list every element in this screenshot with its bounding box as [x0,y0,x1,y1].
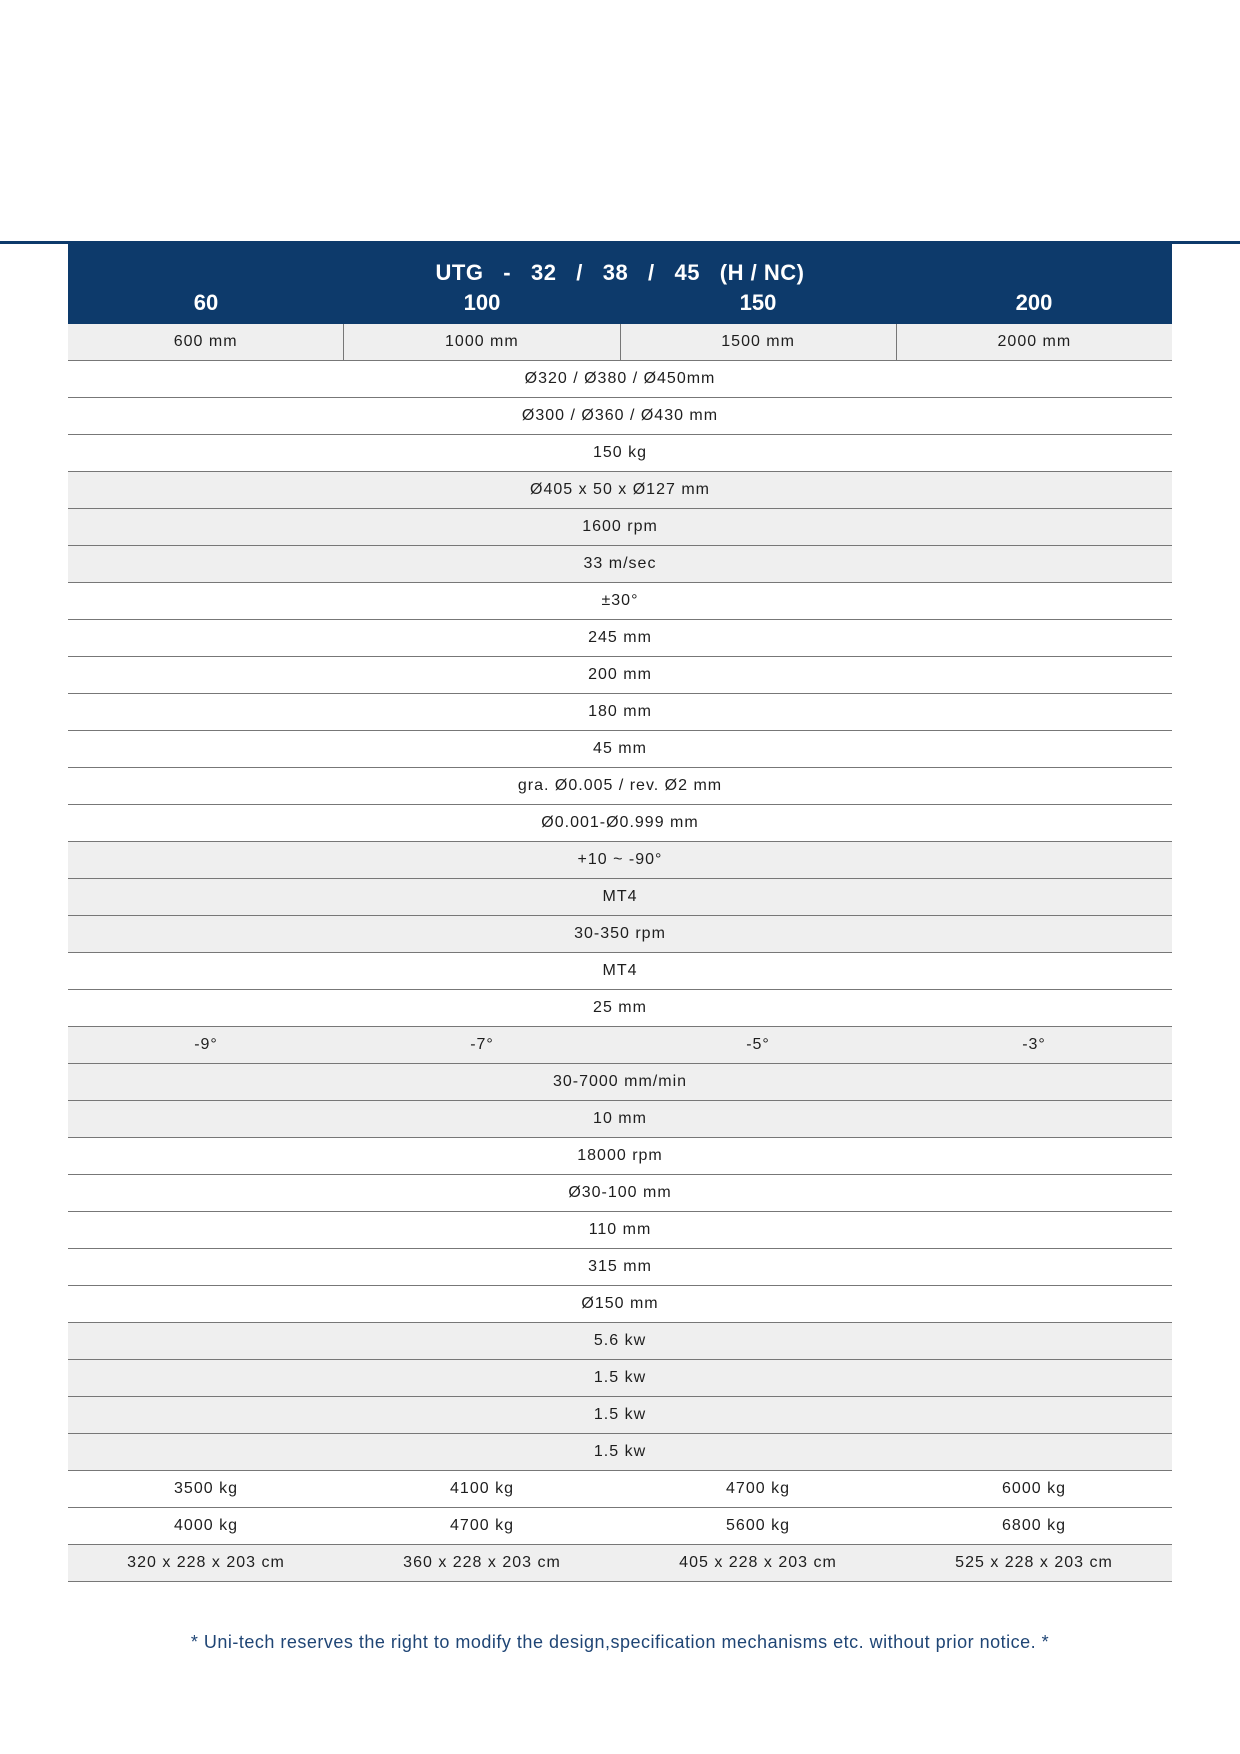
spec-table [68,244,1172,1582]
spec-value: Ø0.001-Ø0.999 mm [541,814,699,831]
size-header: 150 [739,290,777,315]
spec-row [68,879,1172,916]
spec-cell: 1000 mm [343,324,619,360]
spec-cell: 4700 kg [726,1480,790,1497]
spec-row [68,398,1172,435]
spec-cell: -5° [746,1036,770,1053]
spec-value: Ø30-100 mm [568,1184,672,1201]
spec-value: 200 mm [588,666,652,683]
spec-row [68,1397,1172,1434]
spec-row [68,1323,1172,1360]
spec-cell: 6800 kg [1002,1517,1066,1534]
spec-value: 30-350 rpm [574,925,666,942]
spec-cell: 600 mm [173,333,238,350]
spec-cell: 525 x 228 x 203 cm [955,1554,1113,1571]
spec-row [68,361,1172,398]
size-header: 200 [1015,290,1053,315]
spec-row [68,805,1172,842]
spec-row [68,953,1172,990]
model-title: UTG - 32 / 38 / 45 (H / NC) [435,260,805,285]
spec-cell: 5600 kg [726,1517,790,1534]
spec-cell: 405 x 228 x 203 cm [679,1554,837,1571]
spec-row [68,1471,1172,1508]
spec-value: 315 mm [588,1258,652,1275]
spec-row [68,916,1172,953]
spec-row [68,1508,1172,1545]
spec-row [68,1138,1172,1175]
spec-row [68,731,1172,768]
spec-value: 1.5 kw [593,1443,647,1460]
spec-row [68,546,1172,583]
spec-value: MT4 [602,962,638,979]
spec-row [68,583,1172,620]
spec-value: MT4 [602,888,638,905]
spec-cell: -9° [194,1036,218,1053]
spec-row [68,472,1172,509]
spec-row [68,435,1172,472]
spec-value: ±30° [601,592,639,609]
spec-row [68,1360,1172,1397]
spec-value: +10 ~ -90° [577,851,663,868]
size-header-row [68,290,1172,316]
spec-value: 180 mm [588,703,652,720]
spec-row [68,509,1172,546]
spec-cell: 3500 kg [174,1480,238,1497]
table-header [68,244,1172,324]
spec-row [68,1434,1172,1471]
spec-value: 110 mm [588,1221,652,1238]
size-header: 100 [463,290,501,315]
spec-value: Ø320 / Ø380 / Ø450mm [524,370,716,387]
spec-cell: 6000 kg [1002,1480,1066,1497]
spec-row [68,1249,1172,1286]
spec-cell: 4100 kg [450,1480,514,1497]
spec-cell: 1500 mm [620,324,896,360]
spec-value: 1.5 kw [593,1406,647,1423]
spec-cell: 4700 kg [450,1517,514,1534]
spec-row [68,1101,1172,1138]
disclaimer-note: * Uni-tech reserves the right to modify the design,specification mechanisms etc. without prior notice. * [190,1632,1050,1652]
spec-row [68,1027,1172,1064]
spec-row [68,990,1172,1027]
spec-cell: -7° [470,1036,494,1053]
spec-value: 245 mm [588,629,652,646]
spec-row [68,1545,1172,1582]
spec-row [68,694,1172,731]
spec-value: 25 mm [593,999,647,1016]
spec-row [68,1286,1172,1323]
spec-row [68,1212,1172,1249]
spec-value: 5.6 kw [593,1332,647,1349]
spec-value: Ø405 x 50 x Ø127 mm [530,481,710,498]
spec-row [68,842,1172,879]
spec-row [68,1064,1172,1101]
spec-value: 18000 rpm [577,1147,663,1164]
spec-row [68,620,1172,657]
spec-cell: 320 x 228 x 203 cm [127,1554,285,1571]
spec-value: 10 mm [593,1110,647,1127]
spec-row [68,324,1172,361]
spec-row [68,768,1172,805]
spec-value: 30-7000 mm/min [552,1073,688,1090]
spec-value: Ø300 / Ø360 / Ø430 mm [521,407,719,424]
spec-value: 1.5 kw [593,1369,647,1386]
spec-cell: 4000 kg [174,1517,238,1534]
spec-row [68,1175,1172,1212]
size-header: 60 [193,290,219,315]
spec-value: Ø150 mm [581,1295,659,1312]
spec-value: 45 mm [593,740,647,757]
spec-row [68,657,1172,694]
spec-rows [68,324,1172,1582]
spec-value: gra. Ø0.005 / rev. Ø2 mm [517,777,723,794]
spec-value: 33 m/sec [583,555,657,572]
spec-value: 150 kg [592,444,648,461]
spec-cell: 360 x 228 x 203 cm [403,1554,561,1571]
spec-value: 1600 rpm [582,518,658,535]
spec-cell: -3° [1022,1036,1046,1053]
spec-cell: 2000 mm [896,324,1172,360]
